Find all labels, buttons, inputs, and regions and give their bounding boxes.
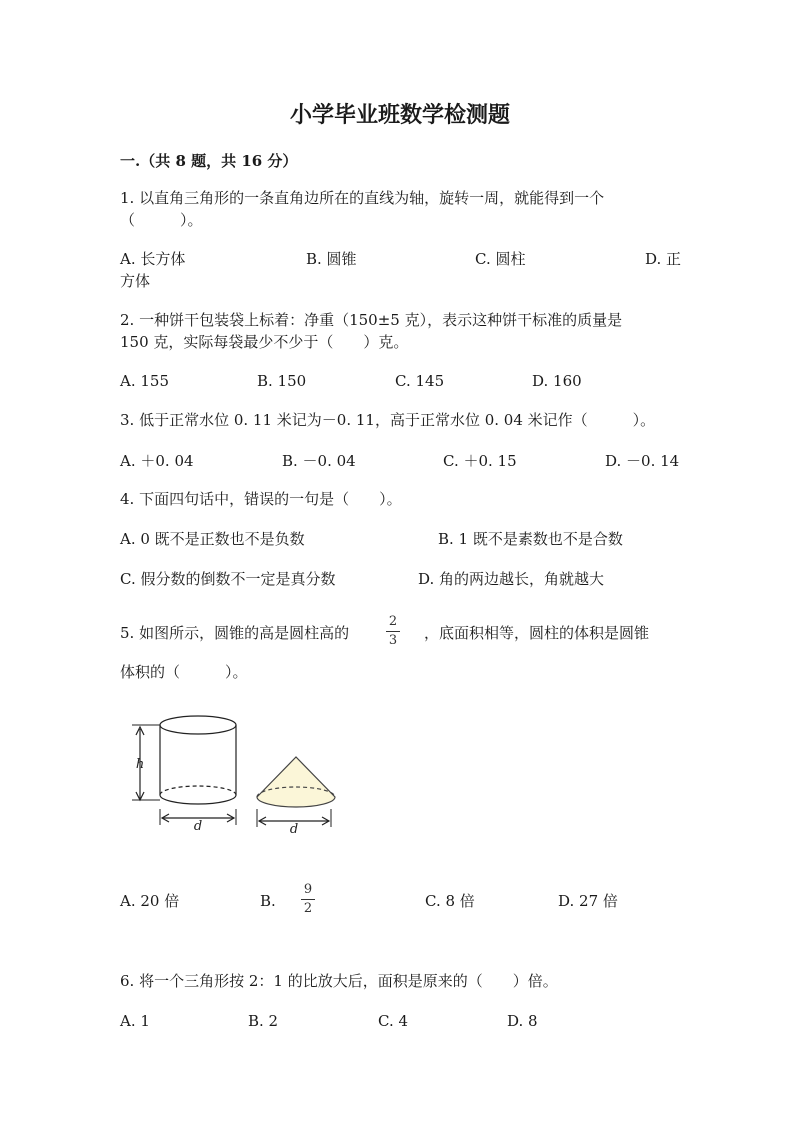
q2-option-c[interactable]: C. 145 (395, 372, 445, 390)
cylinder-diameter-label: d (193, 819, 203, 834)
cone-diameter-label: d (289, 822, 299, 837)
section-heading: 一.（共 8 题，共 16 分） (120, 152, 298, 170)
q6-option-c[interactable]: C. 4 (378, 1012, 409, 1030)
q5-option-b[interactable]: B. (260, 892, 276, 910)
question-6-text: 6. 将一个三角形按 2：1 的比放大后，面积是原来的（ ）倍。 (120, 972, 558, 990)
question-2-text-cont: 150 克，实际每袋最少不少于（ ）克。 (120, 333, 409, 351)
fraction-two-thirds (383, 614, 403, 649)
fraction-numerator: 2 (388, 614, 398, 629)
q6-option-b[interactable]: B. 2 (248, 1012, 279, 1030)
question-4-text: 4. 下面四句话中，错误的一句是（ ）。 (120, 490, 402, 508)
cylinder-bottom-front (160, 795, 236, 804)
q2-option-d[interactable]: D. 160 (532, 372, 582, 390)
fraction-denominator: 2 (303, 901, 313, 916)
q1-option-a[interactable]: A. 长方体 (120, 250, 186, 268)
cone-body (257, 757, 335, 807)
question-1-text-cont: （ ）。 (120, 211, 203, 229)
cylinder-cone-figure (120, 705, 350, 845)
question-2-text: 2. 一种饼干包装袋上标着：净重（150±5 克），表示这种饼干标准的质量是 (120, 311, 623, 329)
q2-option-b[interactable]: B. 150 (257, 372, 307, 390)
q1-option-c[interactable]: C. 圆柱 (475, 250, 526, 268)
q1-option-d[interactable]: D. 正 (645, 250, 682, 268)
q5-option-d[interactable]: D. 27 倍 (558, 892, 618, 910)
q4-option-b[interactable]: B. 1 既不是素数也不是合数 (438, 530, 623, 548)
question-5-text-cont: 体积的（ ）。 (120, 663, 248, 681)
page-title: 小学毕业班数学检测题 (289, 102, 510, 128)
q6-option-d[interactable]: D. 8 (507, 1012, 538, 1030)
q5-option-a[interactable]: A. 20 倍 (120, 892, 180, 910)
q6-option-a[interactable]: A. 1 (120, 1012, 150, 1030)
question-3-text: 3. 低于正常水位 0. 11 米记为－0. 11，高于正常水位 0. 04 米记作（ ）。 (120, 411, 656, 429)
fraction-numerator: 9 (303, 882, 313, 897)
q3-option-d[interactable]: D. －0. 14 (605, 452, 680, 470)
q3-option-c[interactable]: C. ＋0. 15 (443, 452, 517, 470)
q4-option-a[interactable]: A. 0 既不是正数也不是负数 (120, 530, 305, 548)
q1-option-b[interactable]: B. 圆锥 (306, 250, 357, 268)
q4-option-c[interactable]: C. 假分数的倒数不一定是真分数 (120, 570, 336, 588)
question-5-text-b: ，底面积相等，圆柱的体积是圆锥 (424, 624, 650, 642)
question-5-text: 5. 如图所示，圆锥的高是圆柱高的 (120, 624, 350, 642)
fraction-nine-halves (298, 882, 318, 917)
question-1-text: 1. 以直角三角形的一条直角边所在的直线为轴，旋转一周，就能得到一个 (120, 189, 605, 207)
height-label: h (135, 757, 145, 772)
fraction-denominator: 3 (388, 633, 398, 648)
q4-option-d[interactable]: D. 角的两边越长，角就越大 (418, 570, 605, 588)
cylinder-bottom-back (160, 786, 236, 795)
fraction-bar (386, 631, 400, 632)
q5-option-c[interactable]: C. 8 倍 (425, 892, 475, 910)
q3-option-b[interactable]: B. －0. 04 (282, 452, 356, 470)
q1-option-d-wrap: 方体 (120, 272, 151, 290)
q2-option-a[interactable]: A. 155 (120, 372, 169, 390)
q3-option-a[interactable]: A. ＋0. 04 (120, 452, 194, 470)
fraction-bar (301, 899, 315, 900)
cylinder-top-ellipse (160, 716, 236, 734)
